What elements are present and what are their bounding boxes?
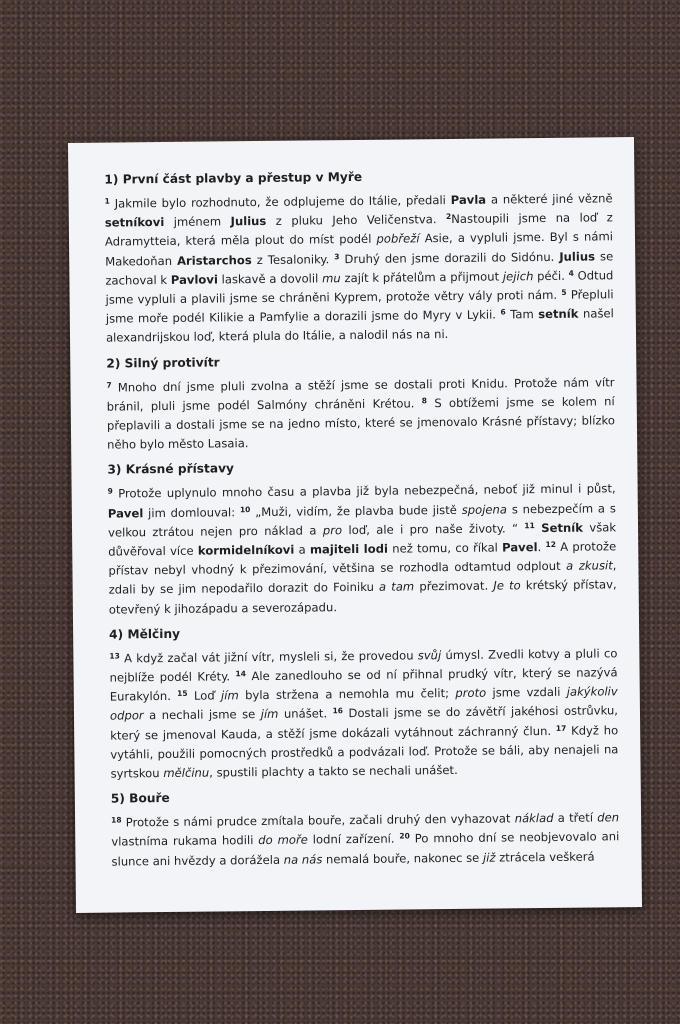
text-run: Protože uplynulo mnoho času a plavba již byla nebezpečná, neboť již minul i půst, [112,481,616,501]
text-run: jakýkoliv odpor [109,684,618,724]
verse-number: 9 [107,486,113,497]
text-run: s nebezpečím a s velkou ztrátou nejen pro náklad a [107,500,616,540]
verse-number: 8 [421,396,428,406]
section-heading-1: 1) První část plavby a přestup v Myře [104,169,363,187]
text-run: a [294,542,310,557]
text-run: náklad [514,811,554,826]
text-run: majiteli lodi [309,541,389,557]
text-run: setník [538,306,579,322]
text-run: pro [322,522,343,538]
text-run: na nás [283,852,323,867]
text-run: laskavě a dovolil [217,271,323,287]
text-run: Je to [493,578,521,594]
text-run: se zachoval k [105,248,614,288]
text-run: z pluku Jeho Veličenstva. [266,212,447,229]
text-run: péči. [533,268,569,283]
text-run: jsme vzdali [486,685,567,700]
section-heading-3: 3) Krásné přístavy [107,461,235,478]
text-run: jím [260,707,279,722]
text-run: Přepluli jsme moře podél Kilikie a Pamfylie a dorazili jsme do Myry v Lykii. [105,287,614,326]
text-run: Setník [541,520,584,535]
text-run: Mnoho dní jsme pluli zvolna a stěží jsme se dostali proti Knidu. Protože nám vítr bránil, pluli jsme podél Salmóny chráněni Krétou. [106,374,615,414]
text-run: Julius [559,249,596,264]
text-run: Po mnoho dní se neobjevovalo ani slunce ani hvězdy a dorážela [111,829,620,869]
text-run: již [482,850,496,865]
text-run: Protože s námi prudce zmítala bouře, začali druhý den vyhazovat [121,811,515,830]
text-run: Druhý den jsme dorazili do Sidónu. [339,249,560,266]
text-run: Loď [187,688,222,704]
text-run: jím [220,688,239,703]
verse-number: 7 [106,380,112,390]
text-run: Asie, a vypluli jsme. Byl s námi Makedoňan [105,229,614,269]
text-run: však důvěřoval více [108,520,617,559]
verse-number: 4 [568,268,574,278]
verse-number: 6 [500,307,506,317]
text-run: mělčinu [163,765,210,781]
text-run: , spustili plachty a takto se nechali unášet. [209,763,458,780]
text-run: den [597,810,620,825]
text-run: krétský přístav, otevřený k jihozápadu a severozápadu. [108,577,617,617]
verse-number: 15 [177,689,188,699]
verse-number: 2 [445,212,452,222]
text-run: a zkusit [566,558,613,574]
text-run: Odtud jsme vypluli a plavili jsme se chráněni Kyprem, protože větry vály proti nám. [105,268,614,307]
text-run: Když ho vytáhli, použili pomocných prostředků a podvázali loď. Protože se báli, aby nenajeli na syrtskou [110,722,619,781]
text-run: Aristarchos [176,252,252,268]
text-run: přezimovat. [414,579,494,594]
verse-number: 13 [109,651,120,661]
text-run: loď, ale i pro naše životy. “ [342,521,525,537]
verse-number: 5 [561,287,567,297]
text-run: , zdali by se jim nepodařilo dorazit do Foiniku [108,558,617,598]
text-run: proto [455,685,487,701]
section-heading-2: 2) Silný protivítr [106,355,220,371]
verse-number: 20 [399,831,410,842]
verse-number: 3 [334,251,340,261]
verse-number: 10 [239,504,251,514]
text-run: a třetí [553,810,598,826]
text-run: zajít k přátelům a přijmout [340,269,503,285]
verse-number: 17 [555,723,567,733]
section-paragraph-1 [105,189,615,348]
section-paragraph-2 [106,373,615,455]
text-run: než tomu, co říkal [387,540,503,556]
section-paragraph-4 [109,644,618,784]
text-run: a nechali jsme se [143,707,261,723]
text-run: Pavlovi [170,272,218,287]
text-run: z Tesaloniky. [251,251,335,267]
paper-sheet [68,137,642,913]
text-run: byla stržena a nemohla mu čelit; [238,686,456,703]
text-run: lodní zařízení. [307,832,400,847]
text-run: vlastníma rukama hodili [111,833,259,850]
text-run: spojena [461,502,508,517]
text-run: S obtížemi jsme se kolem ní přeplavili a dostali jsme se na jedno místo, které se jmenovalo Krásné přístavy; blízko něho bylo město Lasaia. [106,394,615,452]
text-run: Julius [230,214,267,229]
text-run: jejich [502,268,534,284]
text-run: Pavla [450,192,487,207]
verse-number: 12 [545,539,556,550]
text-run: setníkovi [104,215,165,230]
section-paragraph-3 [108,480,617,620]
text-run: a některé jiné vězně [486,191,613,207]
text-run: svůj [417,647,442,663]
section-heading-5: 5) Bouře [110,791,170,806]
text-run: A protože přístav nebyl vhodný k přezimování, většina se rozhodla odtamtud odplout [108,539,617,578]
verse-number: 18 [111,815,122,825]
text-run: A když začal vát jižní vítr, mysleli si, že provedou [119,648,418,666]
text-run: a tam [378,579,415,595]
text-run: úmysl. Zvedli kotvy a pluli co nejblíže podél Kréty. [109,646,618,685]
text-run: pobřeží [376,231,420,247]
text-run: Ale zanedlouho se od ní přihnal prudký vítr, který se nazývá Eurakylón. [109,665,618,704]
text-run: Tam [505,307,539,322]
text-run: „Muži, vidím, že plavba bude jistě [250,502,462,519]
text-run: Jakmile bylo rozhodnuto, že odplujeme do Itálie, předali [109,192,451,211]
text-run: do moře [258,832,308,848]
text-run: mu [321,270,341,286]
text-run: Nastoupili jsme na loď z Adramytteia, která měla plout do míst podél [104,210,613,250]
verse-number: 11 [524,520,535,531]
section-paragraph-5 [111,809,620,872]
verse-number: 16 [332,706,344,716]
section-heading-4: 4) Mělčiny [109,626,181,642]
verse-number: 14 [235,669,246,679]
text-run: Dostali jsme se do závětří jakéhosi ostrůvku, který se jmenoval Kauda, a stěží jsme dokázali vytáhnout záchranný člun. [110,703,619,743]
text-run: našel alexandrijskou loď, která plula do Itálie, a nalodil nás na ni. [105,306,614,346]
text-run: Pavel [502,540,538,555]
verse-number: 1 [104,196,110,206]
text-run: ztrácela veškerá [495,849,595,865]
text-run: kormidelníkovi [197,542,295,558]
text-run: Pavel [107,505,144,521]
text-run: jim domlouval: [143,504,241,520]
text-run: unášet. [278,706,333,722]
text-run: nemalá bouře, nakonec se [322,850,484,867]
text-run: . [537,540,546,555]
text-run: jménem [164,214,231,230]
